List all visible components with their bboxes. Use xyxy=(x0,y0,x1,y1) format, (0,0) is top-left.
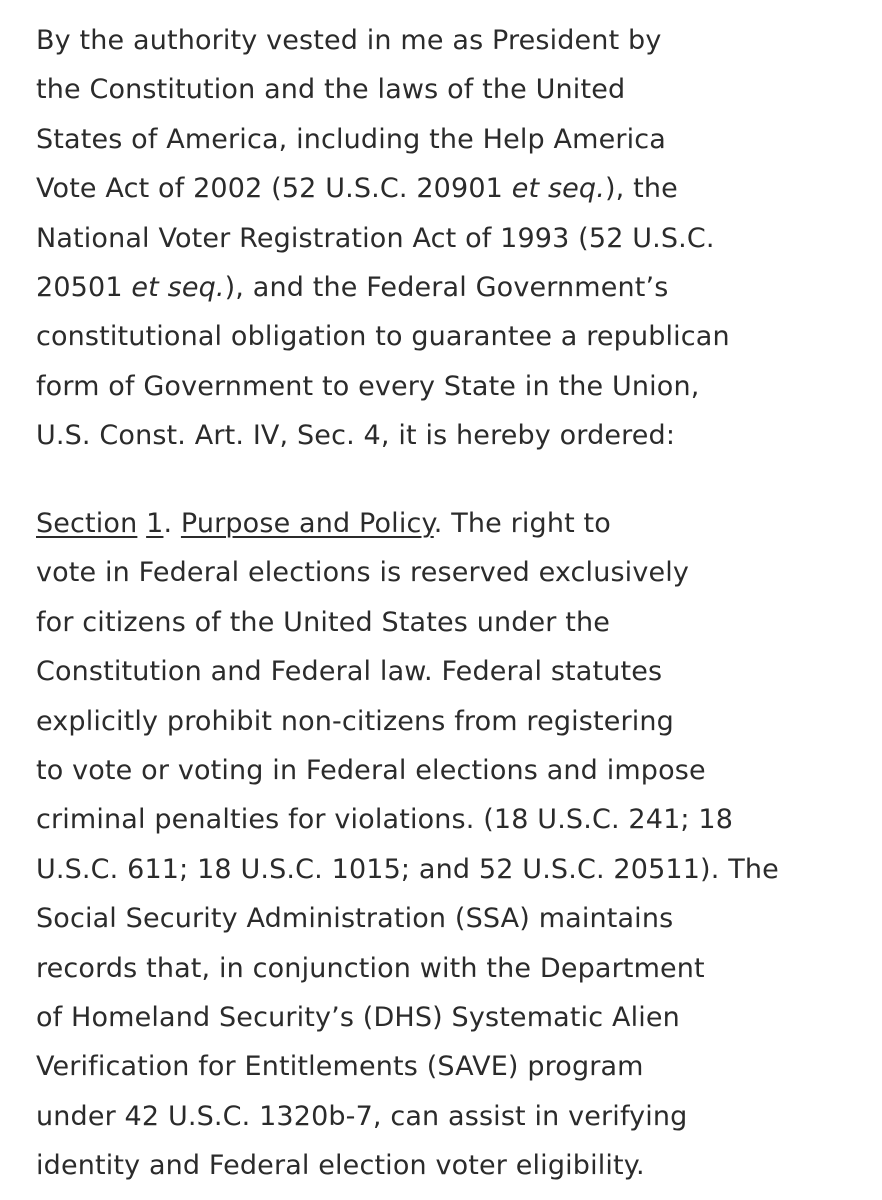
section-title: Purpose and Policy xyxy=(180,508,434,539)
section-1-paragraph xyxy=(36,499,856,1190)
section-line: to vote or voting in Federal elections and impose xyxy=(36,754,706,786)
section-line: for citizens of the United States under the xyxy=(36,606,611,638)
line-text: ), the xyxy=(604,173,678,205)
preamble-line: constitutional obligation to guarantee a republican xyxy=(36,321,730,353)
line-text: Vote Act of 2002 (52 U.S.C. 20901 xyxy=(36,173,512,205)
preamble-line: States of America, including the Help America xyxy=(36,123,666,155)
section-heading-line xyxy=(36,499,856,548)
section-line: records that, in conjunction with the Department xyxy=(36,952,705,984)
section-space xyxy=(137,508,146,539)
preamble-line: form of Government to every State in the Union, xyxy=(36,370,700,402)
section-heading-tail: . The right to xyxy=(433,508,611,539)
citation-italic: et seq. xyxy=(511,173,605,205)
preamble-line: By the authority vested in me as President by xyxy=(36,25,662,56)
section-dot: . xyxy=(163,508,181,539)
section-line: Social Security Administration (SSA) maintains xyxy=(36,903,674,935)
section-line: criminal penalties for violations. (18 U.S.C. 241; 18 xyxy=(36,804,734,836)
preamble-line: U.S. Const. Art. IV, Sec. 4, it is hereby ordered: xyxy=(36,420,676,452)
preamble-line xyxy=(36,164,856,213)
section-line: U.S.C. 611; 18 U.S.C. 1015; and 52 U.S.C. 20511). The xyxy=(36,853,779,885)
section-line: Verification for Entitlements (SAVE) program xyxy=(36,1051,644,1083)
line-text: ), and the Federal Government’s xyxy=(224,271,669,303)
preamble-paragraph xyxy=(36,16,856,461)
preamble-line: the Constitution and the laws of the United xyxy=(36,74,626,106)
line-text: 20501 xyxy=(36,271,132,303)
section-line: vote in Federal elections is reserved exclusively xyxy=(36,557,690,589)
section-line: of Homeland Security’s (DHS) Systematic Alien xyxy=(36,1001,680,1033)
preamble-line: National Voter Registration Act of 1993 (52 U.S.C. xyxy=(36,222,715,254)
section-number: 1 xyxy=(146,508,164,539)
preamble-line xyxy=(36,263,856,312)
section-line: identity and Federal election voter eligibility. xyxy=(36,1150,645,1182)
section-line: Constitution and Federal law. Federal statutes xyxy=(36,656,663,688)
citation-italic: et seq. xyxy=(131,271,225,303)
section-line: explicitly prohibit non-citizens from registering xyxy=(36,705,674,737)
section-line: under 42 U.S.C. 1320b-7, can assist in verifying xyxy=(36,1100,688,1132)
section-label: Section xyxy=(36,508,138,539)
